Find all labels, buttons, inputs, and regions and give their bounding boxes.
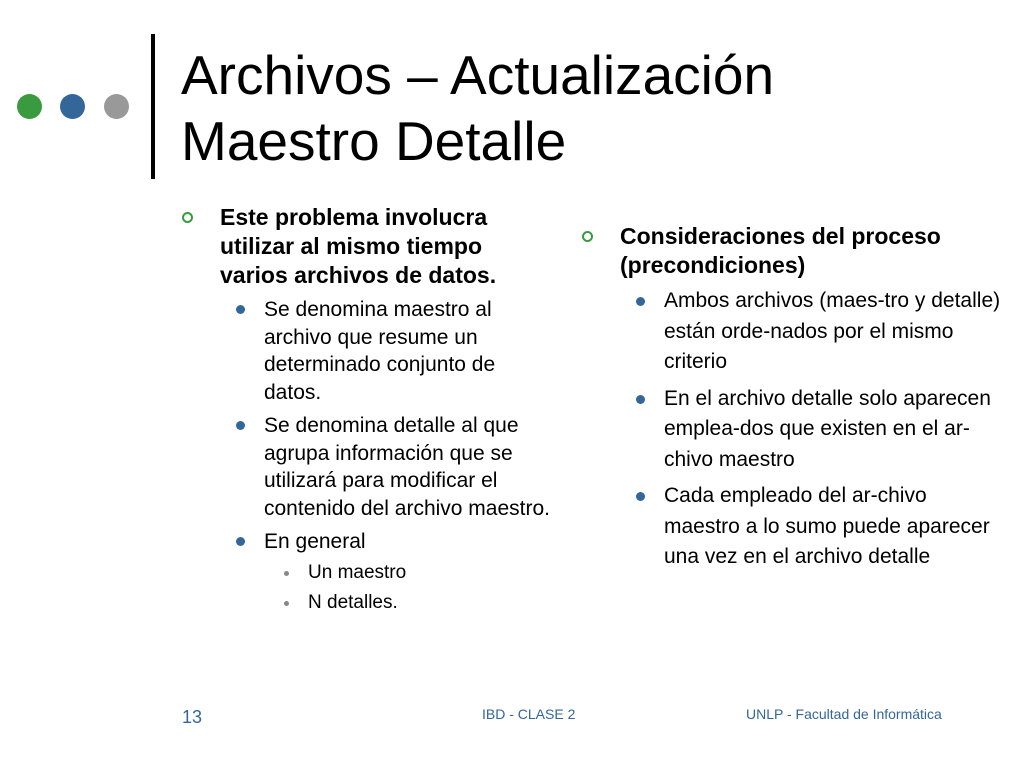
footer-institution: UNLP - Facultad de Informática: [746, 706, 942, 722]
right-item: [620, 286, 1007, 378]
small-bullet-icon: [284, 571, 289, 576]
footer-course: IBD - CLASE 2: [482, 706, 576, 722]
left-main-bullet: [182, 203, 552, 618]
title-divider: [151, 34, 155, 179]
left-subitem-text: Un maestro: [308, 561, 407, 583]
slide-title-line2: Maestro Detalle: [181, 110, 567, 172]
dot-bullet-icon: [236, 305, 245, 314]
ring-bullet-icon: [582, 231, 593, 242]
right-item: [620, 384, 1007, 476]
left-item: [220, 412, 552, 522]
right-main-bullet: [582, 222, 1007, 573]
page-number: 13: [182, 707, 203, 727]
left-item-text: Se denomina maestro al archivo que resume un determinado conjunto de datos.: [264, 298, 496, 404]
right-column: [582, 222, 1007, 579]
dot-bullet-icon: [636, 492, 645, 501]
slide-title: [181, 42, 774, 174]
slide-title-line1: Archivos – Actualización: [181, 44, 775, 106]
dot-bullet-icon: [236, 421, 245, 430]
left-subitem: [264, 588, 552, 618]
dot-bullet-icon: [636, 297, 645, 306]
ring-bullet-icon: [182, 212, 193, 223]
left-item: [220, 296, 552, 406]
left-column: [182, 203, 552, 624]
right-item-text: En el archivo detalle solo aparecen emplea-dos que existen en el ar-chivo maestro: [664, 386, 991, 471]
small-bullet-icon: [284, 601, 289, 606]
left-subitem-text: N detalles.: [308, 591, 398, 613]
dot-bullet-icon: [236, 537, 245, 546]
decorative-dot-blue: [60, 94, 85, 119]
left-subitem: [264, 558, 552, 588]
left-heading: Este problema involucra utilizar al mismo tiempo varios archivos de datos.: [220, 204, 497, 288]
right-heading: Consideraciones del proceso (precondiciones): [620, 223, 941, 278]
dot-bullet-icon: [636, 395, 645, 404]
left-item-text: En general: [264, 530, 366, 553]
left-item: [220, 528, 552, 618]
left-item-text: Se denomina detalle al que agrupa información que se utilizará para modificar el contenido del archivo maestro.: [264, 414, 550, 520]
right-item: [620, 481, 1007, 573]
decorative-dot-green: [17, 94, 42, 119]
decorative-dot-gray: [104, 94, 129, 119]
right-item-text: Cada empleado del ar-chivo maestro a lo sumo puede aparecer una vez en el archivo detalle: [664, 484, 990, 568]
right-item-text: Ambos archivos (maes-tro y detalle) están orde-nados por el mismo criterio: [664, 289, 1001, 373]
